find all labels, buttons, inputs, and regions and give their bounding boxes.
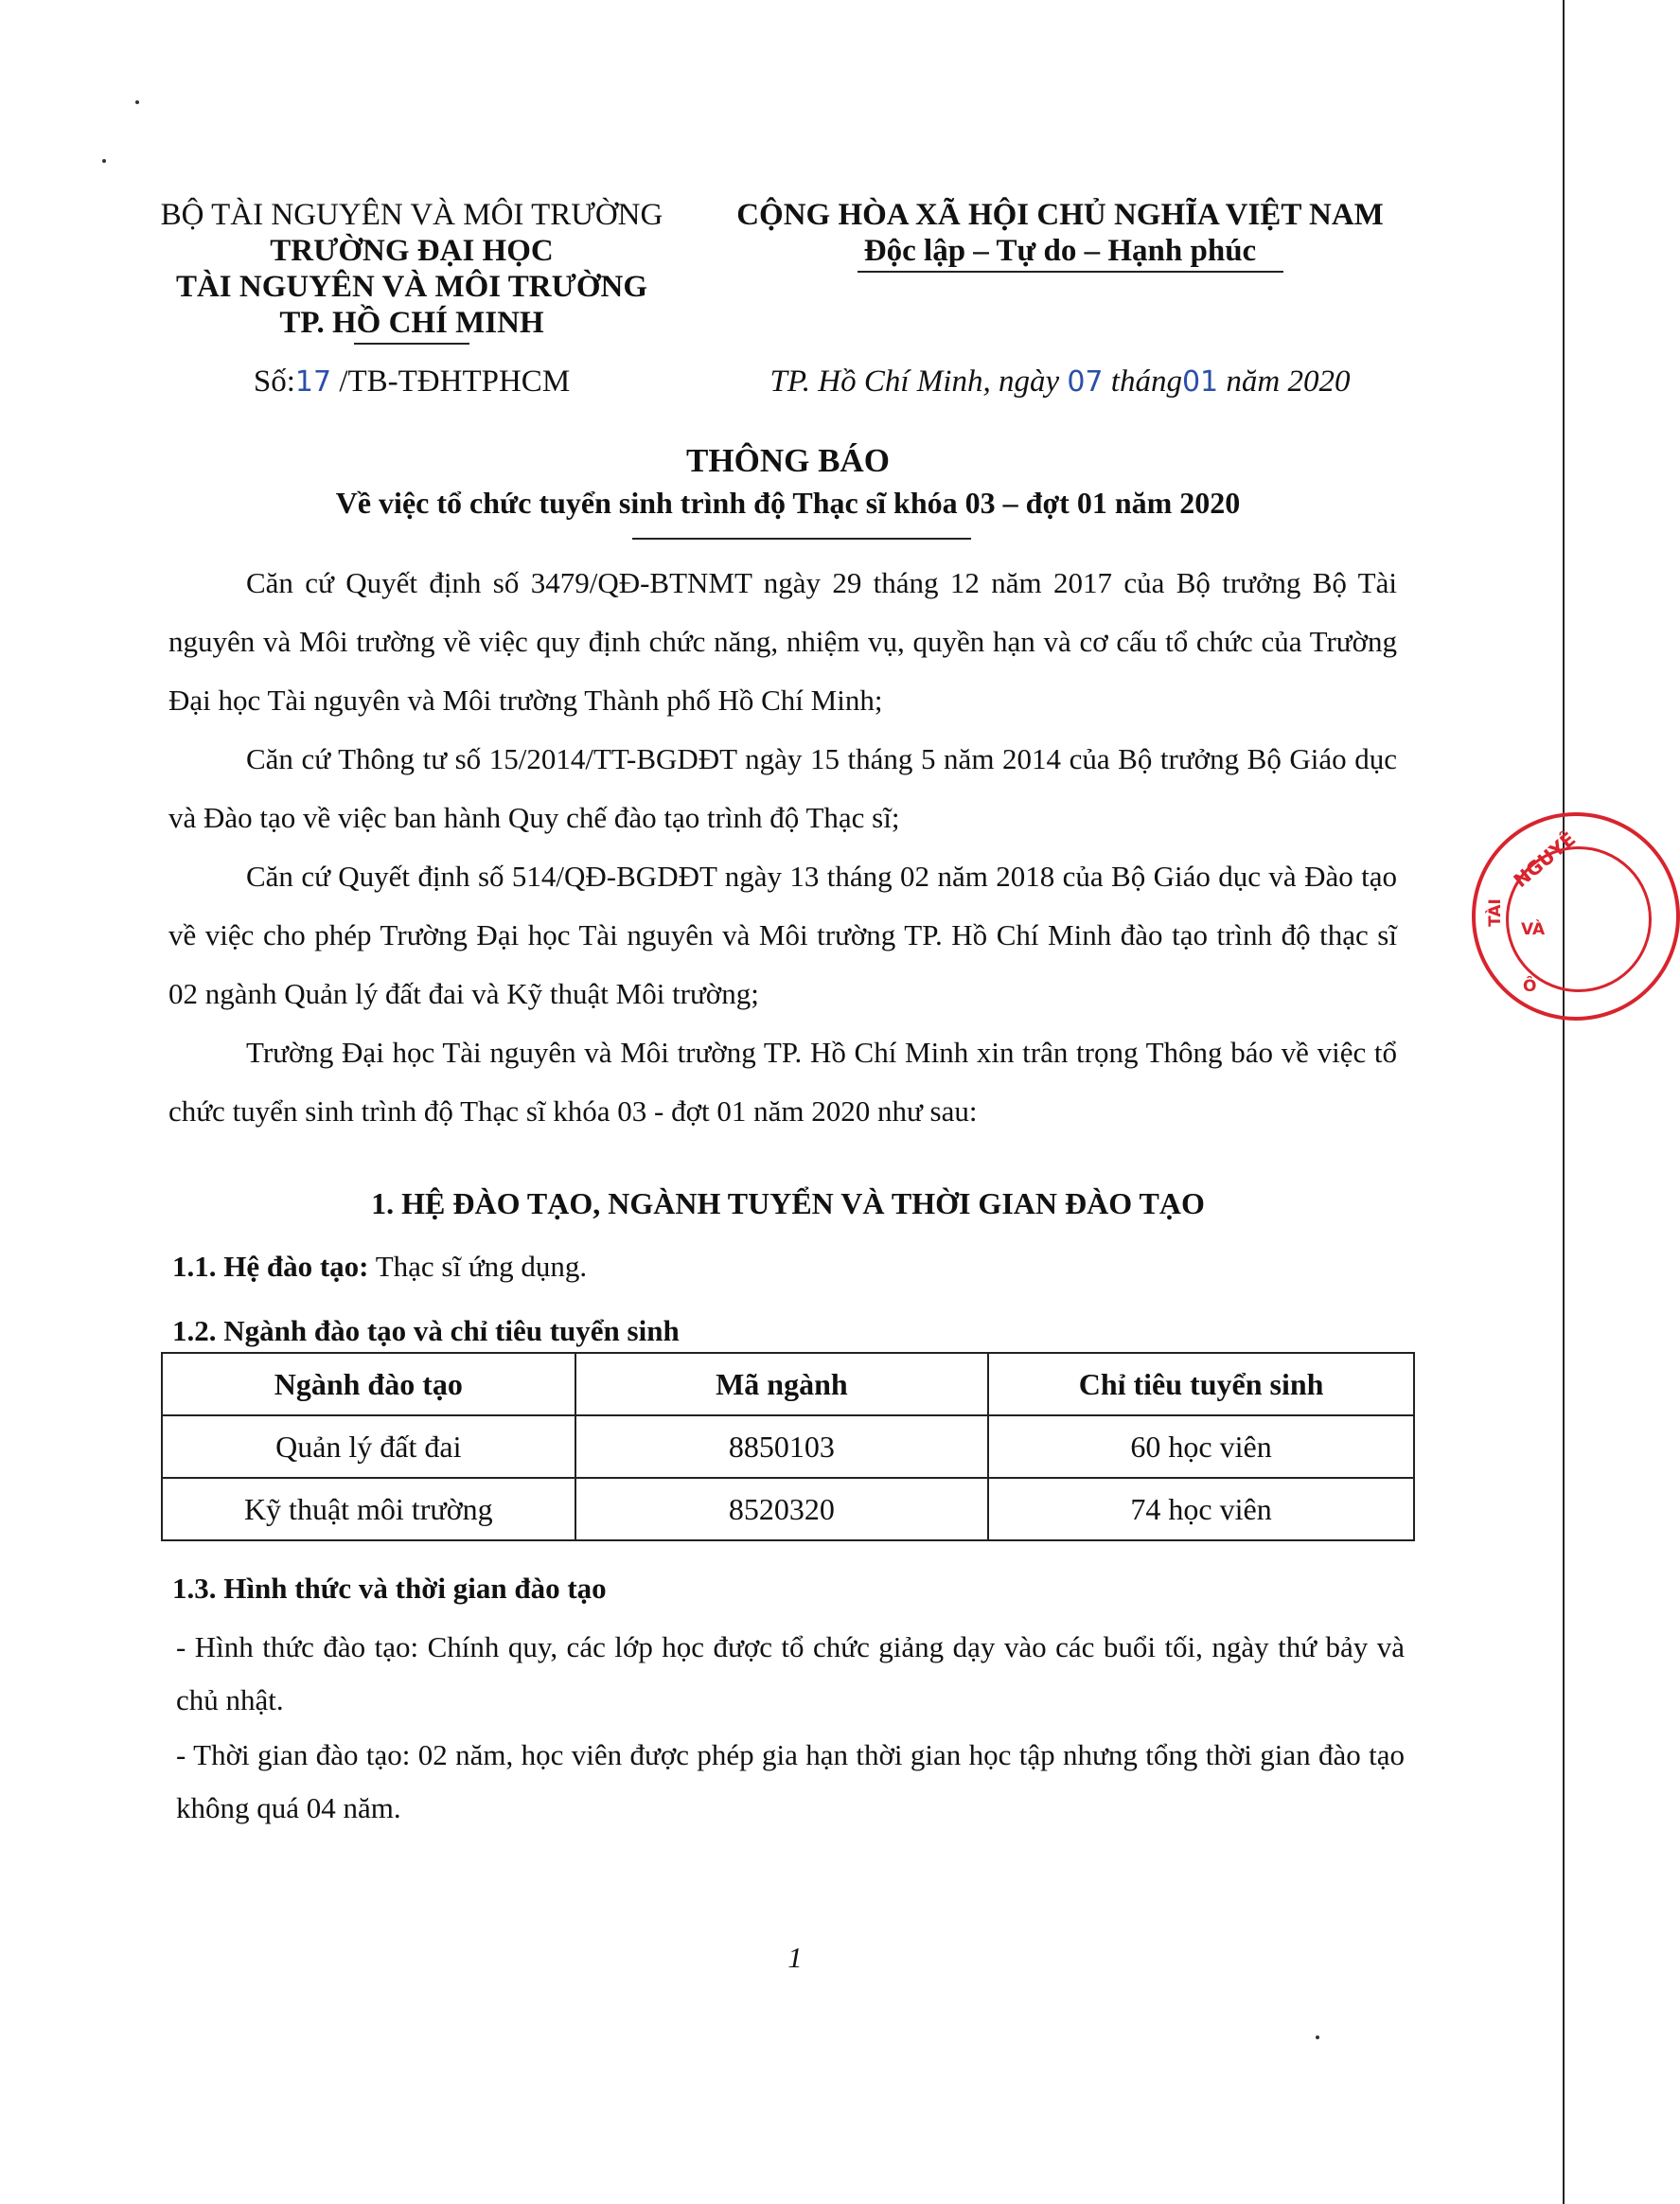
table-header-cell: Mã ngành (575, 1353, 989, 1415)
table-cell: 8520320 (575, 1478, 989, 1540)
preamble-paragraph-4: Trường Đại học Tài nguyên và Môi trường TP. Hồ Chí Minh xin trân trọng Thông báo về việc tổ chức tuyển sinh trình độ Thạc sĩ khóa 03 - đợt 01 năm 2020 như sau: (168, 1036, 1397, 1128)
document-number: Số:17 /TB-TĐHTPHCM (253, 364, 571, 399)
table-header-row (162, 1353, 1414, 1415)
motto-underline (858, 271, 1283, 273)
section-1-heading: 1. HỆ ĐÀO TẠO, NGÀNH TUYỂN VÀ THỜI GIAN ĐÀO TẠO (371, 1186, 1205, 1220)
school-name-line2: TÀI NGUYÊN VÀ MÔI TRƯỜNG (175, 270, 648, 304)
document-subtitle: Về việc tổ chức tuyển sinh trình độ Thạc sĩ khóa 03 – đợt 01 năm 2020 (335, 486, 1241, 520)
training-form-bullet: - Hình thức đào tạo: Chính quy, các lớp học được tổ chức giảng dạy vào các buổi tối, ngày thứ bảy và chủ nhật. (176, 1630, 1405, 1716)
section-1-3-heading: 1.3. Hình thức và thời gian đào tạo (172, 1572, 607, 1605)
date-line: TP. Hồ Chí Minh, ngày 07 tháng01 năm 2020 (769, 364, 1351, 399)
handwritten-doc-number: 17 (294, 365, 332, 399)
table-cell: 8850103 (575, 1415, 989, 1478)
enrollment-table (161, 1352, 1415, 1541)
scan-speck (135, 100, 139, 104)
handwritten-month: 01 (1181, 365, 1219, 399)
preamble-paragraph-1: Căn cứ Quyết định số 3479/QĐ-BTNMT ngày 29 tháng 12 năm 2017 của Bộ trưởng Bộ Tài nguyên và Môi trường về việc quy định chức năng, nhiệm vụ, quyền hạn và cơ cấu tổ chức của Trường Đại học Tài nguyên và Môi trường Thành phố Hồ Chí Minh; (168, 566, 1397, 717)
table-row (162, 1478, 1414, 1540)
section-1-2-heading: 1.2. Ngành đào tạo và chỉ tiêu tuyển sinh (172, 1314, 680, 1347)
stamp-text: Ô (1523, 977, 1537, 996)
page-number: 1 (787, 1941, 803, 1974)
table-header-cell: Chỉ tiêu tuyển sinh (988, 1353, 1414, 1415)
stamp-text: VÀ (1521, 920, 1546, 939)
preamble-paragraph-3: Căn cứ Quyết định số 514/QĐ-BGDĐT ngày 13 tháng 02 năm 2018 của Bộ Giáo dục và Đào tạo về việc cho phép Trường Đại học Tài nguyên và Môi trường TP. Hồ Chí Minh đào tạo trình độ thạc sĩ 02 ngành Quản lý đất đai và Kỹ thuật Môi trường; (168, 860, 1397, 1010)
stamp-text: NGUYÊ (1509, 826, 1581, 893)
scan-speck (102, 159, 106, 163)
document-title: THÔNG BÁO (686, 442, 890, 479)
preamble-paragraph-2: Căn cứ Thông tư số 15/2014/TT-BGDĐT ngày 15 tháng 5 năm 2014 của Bộ trưởng Bộ Giáo dục và Đào tạo về việc ban hành Quy chế đào tạo trình độ Thạc sĩ; (168, 742, 1397, 834)
section-1-1: 1.1. Hệ đào tạo: Thạc sĩ ứng dụng. (172, 1250, 588, 1283)
national-title: CỘNG HÒA XÃ HỘI CHỦ NGHĨA VIỆT NAM (736, 198, 1384, 232)
handwritten-day: 07 (1067, 365, 1104, 399)
stamp-text: TÀI (1485, 898, 1505, 927)
national-motto: Độc lập – Tự do – Hạnh phúc (863, 234, 1257, 268)
scan-speck (1316, 2035, 1319, 2039)
table-header-cell: Ngành đào tạo (162, 1353, 575, 1415)
title-divider (632, 538, 971, 540)
school-name-line3: TP. HỒ CHÍ MINH (279, 306, 544, 340)
training-duration-bullet: - Thời gian đào tạo: 02 năm, học viên được phép gia hạn thời gian học tập nhưng tổng thời gian đào tạo không quá 04 năm. (176, 1738, 1405, 1824)
table-cell: Kỹ thuật môi trường (162, 1478, 575, 1540)
school-name-line1: TRƯỜNG ĐẠI HỌC (270, 234, 554, 268)
header-left-underline (354, 343, 469, 345)
official-stamp (1472, 812, 1680, 1021)
table-cell: 60 học viên (988, 1415, 1414, 1478)
ministry-name: BỘ TÀI NGUYÊN VÀ MÔI TRƯỜNG (160, 198, 663, 232)
table-cell: Quản lý đất đai (162, 1415, 575, 1478)
table-row (162, 1415, 1414, 1478)
table-cell: 74 học viên (988, 1478, 1414, 1540)
